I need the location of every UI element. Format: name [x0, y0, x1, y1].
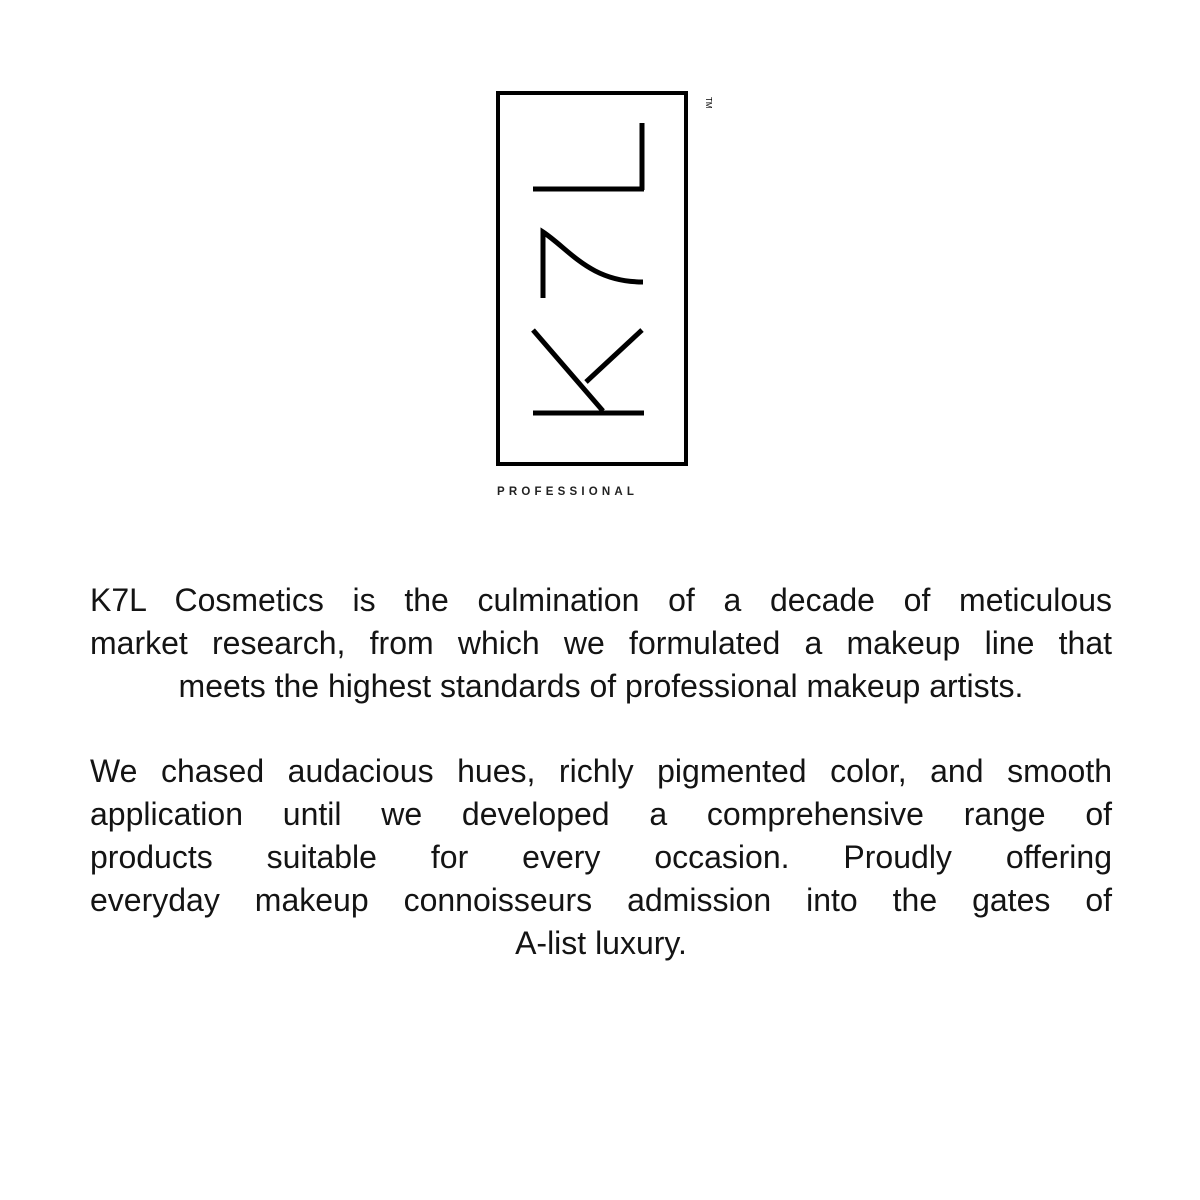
text-line: market research, from which we formulated a makeup line that: [90, 625, 1112, 661]
text-line: A-list luxury.: [515, 925, 687, 961]
text-line: everyday makeup connoisseurs admission into the gates of: [90, 882, 1112, 918]
description-paragraph: [90, 750, 1112, 965]
intro-paragraph: [90, 579, 1112, 708]
logo-tagline: PROFESSIONAL: [497, 486, 639, 498]
trademark-mark: TM: [704, 97, 713, 109]
text-line: K7L Cosmetics is the culmination of a decade of meticulous: [90, 582, 1112, 618]
logo-frame: [498, 93, 686, 464]
text-line: application until we developed a comprehensive range of: [90, 796, 1112, 832]
text-line: products suitable for every occasion. Proudly offering: [90, 839, 1112, 875]
logo-lettering: [533, 123, 644, 413]
k7l-logo: [0, 0, 1200, 520]
text-line: We chased audacious hues, richly pigmented color, and smooth: [90, 753, 1112, 789]
text-line: meets the highest standards of professional makeup artists.: [178, 668, 1024, 704]
